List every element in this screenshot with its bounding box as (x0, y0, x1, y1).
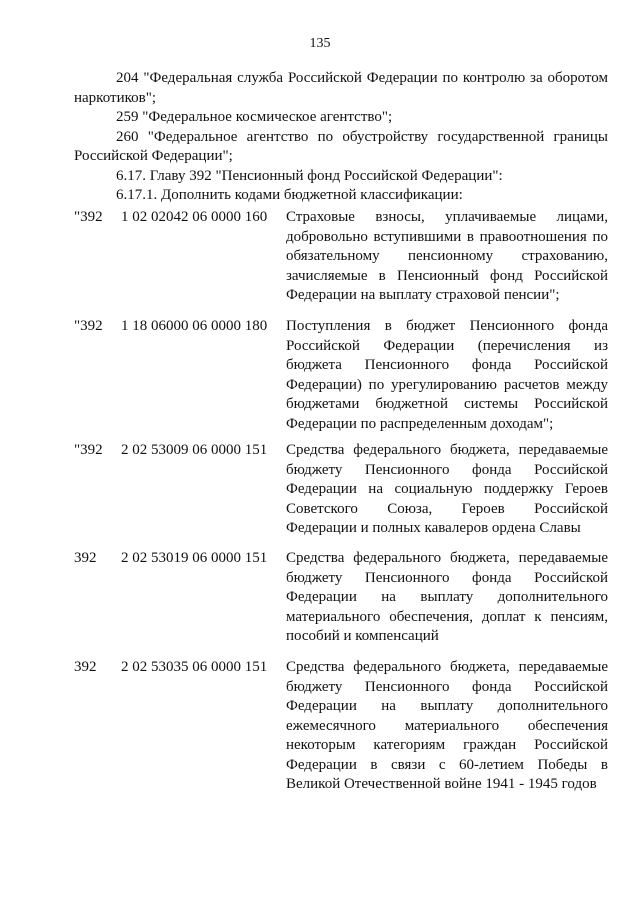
budget-classification-code: 2 02 53009 06 0000 151 (121, 442, 268, 458)
chapter-code: "392 (74, 442, 103, 458)
entry-description (286, 549, 608, 647)
page-number: 135 (309, 36, 331, 51)
description-line: Российской Федерации (перечисления из (286, 337, 608, 354)
description-line: Федерации на выплату дополнительного (286, 698, 608, 714)
description-line: Средства федерального бюджета, передаваемые (286, 550, 608, 566)
budget-classification-code: 2 02 53019 06 0000 151 (121, 550, 268, 566)
chapter-code: "392 (74, 209, 103, 225)
chapter-code: "392 (74, 318, 103, 334)
description-line: пособий и компенсаций (286, 628, 439, 644)
paragraph-6-17-1: 6.17.1. Дополнить кодами бюджетной классификации: (116, 187, 463, 203)
entry-description (286, 208, 608, 306)
description-line: бюджету Пенсионного фонда Российской (286, 461, 608, 478)
description-line: зачисляемые в Пенсионный фонд Российской (286, 267, 608, 284)
description-line: Федерации на социальную поддержку Героев (286, 481, 608, 497)
description-line: Федерации и полных кавалеров ордена Славы (286, 520, 581, 536)
description-line: Советского Союза, Героев Российской (286, 500, 608, 517)
description-line: материального обеспечения, доплат к пенсиям, (286, 608, 608, 625)
paragraph-259: 259 "Федеральное космическое агентство"; (116, 109, 393, 125)
entry-description (286, 658, 608, 795)
entry-description (286, 441, 608, 539)
description-line: добровольно вступившими в правоотношения по (286, 228, 608, 245)
description-line: бюджету Пенсионного фонда Российской (286, 678, 608, 695)
description-line: Федерации по распределенным доходам"; (286, 415, 554, 432)
description-line: Федерации в связи с 60-летием Победы в (286, 756, 608, 773)
description-line: ежемесячного материального обеспечения (286, 717, 608, 734)
budget-classification-code: 1 02 02042 06 0000 160 (121, 209, 268, 225)
paragraph-204-line-2: наркотиков"; (74, 90, 156, 106)
description-line: Федерации) по урегулированию расчетов между (286, 376, 608, 393)
budget-classification-code: 1 18 06000 06 0000 180 (121, 318, 268, 334)
description-line: Федерации на выплату дополнительного (286, 589, 608, 605)
paragraph-6-17: 6.17. Главу 392 "Пенсионный фонд Российской Федерации": (116, 168, 503, 184)
description-line: Средства федерального бюджета, передаваемые (286, 659, 608, 675)
chapter-code: 392 (74, 550, 97, 566)
description-line: Федерации на выплату страховой пенсии"; (286, 287, 560, 303)
budget-classification-code: 2 02 53035 06 0000 151 (121, 659, 268, 675)
paragraph-260-line-2: Российской Федерации"; (74, 148, 233, 164)
description-line: Великой Отечественной войне 1941 - 1945 годов (286, 776, 597, 792)
description-line: обязательному пенсионному страхованию, (286, 248, 608, 264)
description-line: Страховые взносы, уплачиваемые лицами, (286, 209, 608, 225)
paragraph-204-line-1: 204 "Федеральная служба Российской Федерации по контролю за оборотом (116, 70, 608, 86)
description-line: Поступления в бюджет Пенсионного фонда (286, 318, 608, 334)
description-line: бюджетами бюджетной системы Российской (286, 396, 608, 412)
description-line: некоторым категориям граждан Российской (286, 737, 608, 753)
paragraph-260-line-1: 260 "Федеральное агентство по обустройству государственной границы (116, 129, 608, 145)
chapter-code: 392 (74, 659, 97, 675)
description-line: бюджету Пенсионного фонда Российской (286, 569, 608, 586)
description-line: бюджета Пенсионного фонда Российской (286, 357, 608, 373)
entry-description (286, 317, 608, 434)
description-line: Средства федерального бюджета, передаваемые (286, 442, 608, 458)
